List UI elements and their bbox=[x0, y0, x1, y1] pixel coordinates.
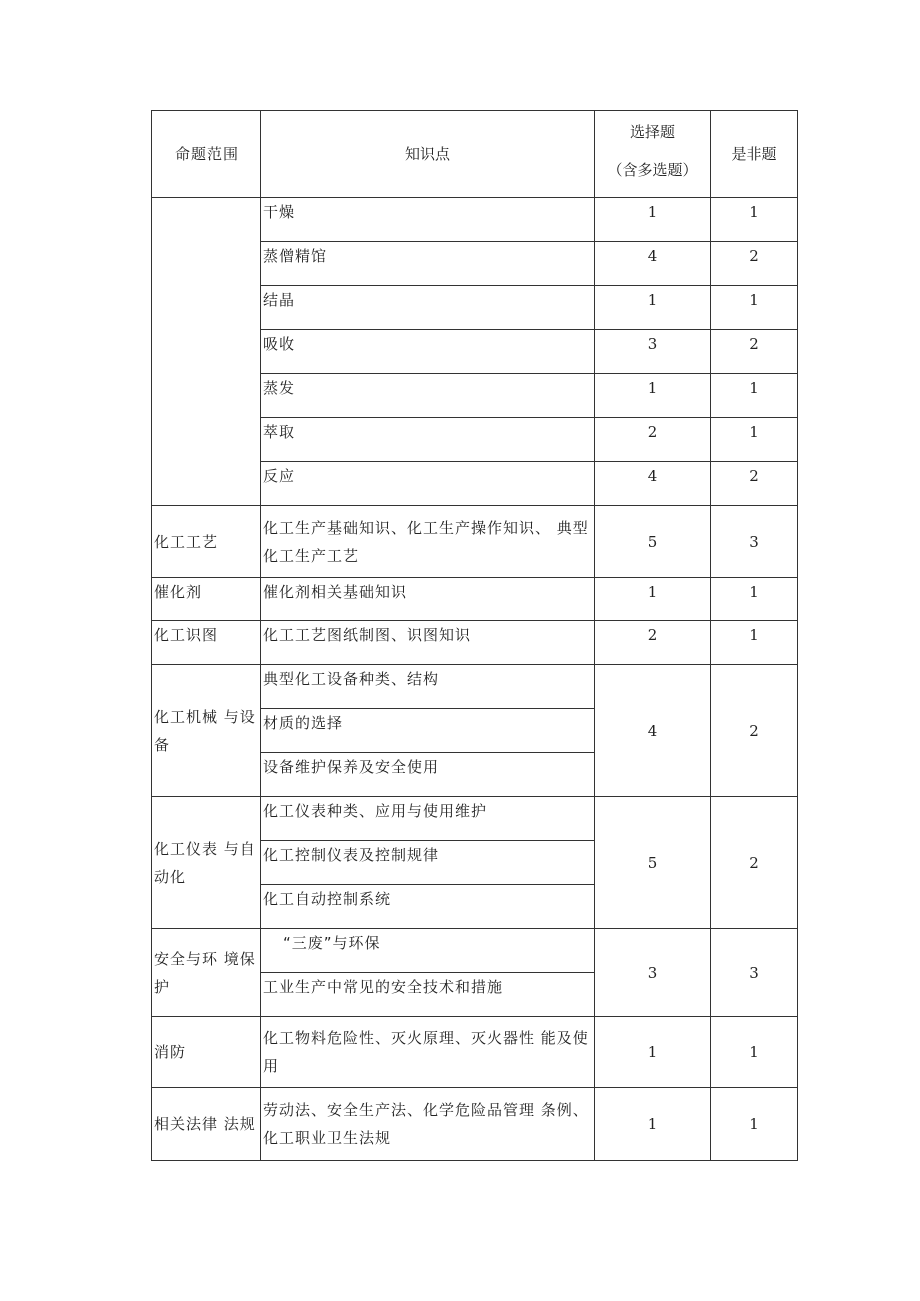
table-row bbox=[152, 621, 798, 665]
choice-count: 1 bbox=[595, 198, 711, 242]
tf-count: 2 bbox=[711, 797, 798, 929]
tf-count: 1 bbox=[711, 1088, 798, 1161]
scope-cell: 相关法律 法规 bbox=[152, 1088, 261, 1161]
table-row bbox=[152, 198, 798, 242]
choice-count: 4 bbox=[595, 462, 711, 506]
tf-count: 3 bbox=[711, 929, 798, 1017]
choice-count: 5 bbox=[595, 506, 711, 578]
topic-cell: 萃取 bbox=[261, 418, 595, 462]
scope-cell: 化工仪表 与自动化 bbox=[152, 797, 261, 929]
topic-cell: 干燥 bbox=[261, 198, 595, 242]
topic-cell: “三废”与环保 bbox=[261, 929, 595, 973]
tf-count: 2 bbox=[711, 462, 798, 506]
table-row bbox=[152, 1088, 798, 1161]
topic-cell: 蒸僧精馆 bbox=[261, 242, 595, 286]
tf-count: 3 bbox=[711, 506, 798, 578]
tf-count: 1 bbox=[711, 374, 798, 418]
topic-cell: 材质的选择 bbox=[261, 709, 595, 753]
choice-count: 3 bbox=[595, 330, 711, 374]
choice-count: 1 bbox=[595, 374, 711, 418]
topic-cell: 化工自动控制系统 bbox=[261, 885, 595, 929]
scope-cell bbox=[152, 198, 261, 506]
choice-count: 5 bbox=[595, 797, 711, 929]
tf-count: 1 bbox=[711, 1017, 798, 1088]
table-row bbox=[152, 1017, 798, 1088]
header-choice-line2: （含多选题） bbox=[607, 161, 698, 179]
header-true-false: 是非题 bbox=[711, 111, 798, 198]
tf-count: 1 bbox=[711, 578, 798, 621]
choice-count: 2 bbox=[595, 418, 711, 462]
scope-cell: 催化剂 bbox=[152, 578, 261, 621]
header-row bbox=[152, 111, 798, 198]
tf-count: 2 bbox=[711, 665, 798, 797]
topic-cell: 化工仪表种类、应用与使用维护 bbox=[261, 797, 595, 841]
table-row bbox=[152, 797, 798, 841]
choice-count: 2 bbox=[595, 621, 711, 665]
scope-cell: 消防 bbox=[152, 1017, 261, 1088]
topic-cell: 蒸发 bbox=[261, 374, 595, 418]
topic-cell: 劳动法、安全生产法、化学危险品管理 条例、化工职业卫生法规 bbox=[261, 1088, 595, 1161]
topic-cell: 化工工艺图纸制图、识图知识 bbox=[261, 621, 595, 665]
choice-count: 1 bbox=[595, 1017, 711, 1088]
choice-count: 1 bbox=[595, 286, 711, 330]
choice-count: 1 bbox=[595, 578, 711, 621]
table-row bbox=[152, 578, 798, 621]
tf-count: 1 bbox=[711, 418, 798, 462]
header-knowledge: 知识点 bbox=[261, 111, 595, 198]
scope-cell: 安全与环 境保护 bbox=[152, 929, 261, 1017]
topic-cell: 吸收 bbox=[261, 330, 595, 374]
choice-count: 4 bbox=[595, 665, 711, 797]
table-row bbox=[152, 506, 798, 578]
scope-cell: 化工识图 bbox=[152, 621, 261, 665]
scope-cell: 化工工艺 bbox=[152, 506, 261, 578]
topic-cell: 设备维护保养及安全使用 bbox=[261, 753, 595, 797]
scope-cell: 化工机械 与设备 bbox=[152, 665, 261, 797]
tf-count: 1 bbox=[711, 286, 798, 330]
topic-cell: 化工生产基础知识、化工生产操作知识、 典型化工生产工艺 bbox=[261, 506, 595, 578]
header-choice bbox=[595, 111, 711, 198]
topic-cell: 催化剂相关基础知识 bbox=[261, 578, 595, 621]
header-scope: 命题范围 bbox=[152, 111, 261, 198]
topic-cell: 反应 bbox=[261, 462, 595, 506]
topic-cell: 结晶 bbox=[261, 286, 595, 330]
choice-count: 3 bbox=[595, 929, 711, 1017]
tf-count: 2 bbox=[711, 330, 798, 374]
table-row bbox=[152, 665, 798, 709]
topic-cell: 工业生产中常见的安全技术和措施 bbox=[261, 973, 595, 1017]
header-choice-line1: 选择题 bbox=[629, 123, 675, 141]
topic-cell: 典型化工设备种类、结构 bbox=[261, 665, 595, 709]
table-row bbox=[152, 929, 798, 973]
tf-count: 2 bbox=[711, 242, 798, 286]
choice-count: 4 bbox=[595, 242, 711, 286]
topic-cell: 化工控制仪表及控制规律 bbox=[261, 841, 595, 885]
tf-count: 1 bbox=[711, 198, 798, 242]
tf-count: 1 bbox=[711, 621, 798, 665]
topic-cell: 化工物料危险性、灭火原理、灭火器性 能及使用 bbox=[261, 1017, 595, 1088]
choice-count: 1 bbox=[595, 1088, 711, 1161]
exam-scope-table bbox=[151, 110, 798, 1161]
